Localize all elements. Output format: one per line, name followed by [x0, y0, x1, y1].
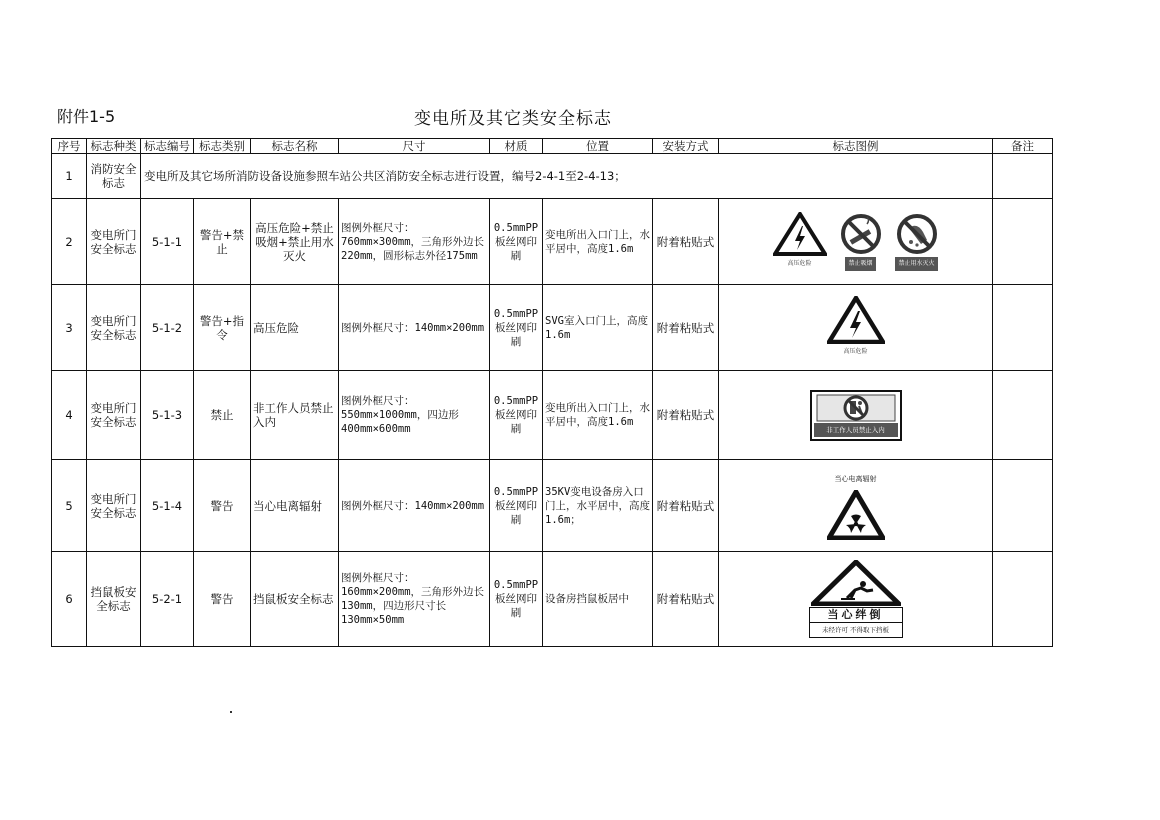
header-category: 标志类别	[194, 139, 251, 154]
cell-no: 4	[52, 371, 87, 460]
header-no: 序号	[52, 139, 87, 154]
cell-material: 0.5mmPP板丝网印刷	[490, 371, 543, 460]
header-position: 位置	[543, 139, 653, 154]
header-material: 材质	[490, 139, 543, 154]
sign-caption: 禁止用水灭火	[895, 257, 937, 271]
cell-code: 5-1-4	[141, 460, 194, 552]
table-row	[52, 154, 1053, 199]
cell-code: 5-2-1	[141, 552, 194, 647]
header-remarks: 备注	[993, 139, 1053, 154]
sign-caption-main: 当心绊倒	[809, 607, 903, 623]
cell-material: 0.5mmPP板丝网印刷	[490, 552, 543, 647]
attachment-label: 附件1-5	[57, 107, 116, 126]
no-unauthorized-entry-icon	[816, 394, 896, 422]
sign-caption: 当心电离辐射	[834, 474, 877, 483]
cell-position: SVG室入口门上，高度1.6m	[543, 285, 653, 371]
cell-install: 附着粘贴式	[653, 199, 719, 285]
cell-code: 5-1-1	[141, 199, 194, 285]
safety-sign-table	[51, 138, 1053, 647]
cell-material: 0.5mmPP板丝网印刷	[490, 199, 543, 285]
cell-kind: 变电所门安全标志	[87, 285, 141, 371]
cell-code: 5-1-2	[141, 285, 194, 371]
high-voltage-warning-icon	[773, 212, 827, 256]
no-smoking-icon	[839, 212, 883, 256]
header-code: 标志编号	[141, 139, 194, 154]
cell-sign-image	[719, 371, 993, 460]
header-row	[52, 139, 1053, 154]
table-row	[52, 285, 1053, 371]
no-water-extinguish-sign	[895, 212, 939, 271]
sign-caption: 高压危险	[787, 260, 812, 267]
cell-position: 变电所出入口门上，水平居中，高度1.6m	[543, 199, 653, 285]
radiation-warning-icon	[827, 490, 885, 540]
scan-speck	[230, 711, 232, 713]
cell-material: 0.5mmPP板丝网印刷	[490, 285, 543, 371]
cell-remarks	[993, 552, 1053, 647]
header-install: 安装方式	[653, 139, 719, 154]
cell-no: 6	[52, 552, 87, 647]
document-title: 变电所及其它类安全标志	[414, 109, 612, 129]
cell-position: 设备房挡鼠板居中	[543, 552, 653, 647]
high-voltage-sign	[827, 296, 885, 359]
cell-sign-image	[719, 199, 993, 285]
cell-no: 2	[52, 199, 87, 285]
cell-install: 附着粘贴式	[653, 371, 719, 460]
cell-name: 挡鼠板安全标志	[251, 552, 339, 647]
cell-size: 图例外框尺寸：140mm×200mm	[339, 285, 490, 371]
cell-remarks	[993, 371, 1053, 460]
cell-position: 变电所出入口门上，水平居中，高度1.6m	[543, 371, 653, 460]
cell-no: 5	[52, 460, 87, 552]
no-water-extinguishing-icon	[895, 212, 939, 256]
sign-caption: 非工作人员禁止入内	[814, 423, 898, 437]
cell-name: 高压危险	[251, 285, 339, 371]
table-row	[52, 199, 1053, 285]
table-row	[52, 460, 1053, 552]
no-smoking-sign	[839, 212, 883, 271]
header-sign-image: 标志图例	[719, 139, 993, 154]
cell-kind: 挡鼠板安全标志	[87, 552, 141, 647]
cell-size: 图例外框尺寸：140mm×200mm	[339, 460, 490, 552]
cell-install: 附着粘贴式	[653, 552, 719, 647]
table-row	[52, 371, 1053, 460]
cell-merged-note: 变电所及其它场所消防设备设施参照车站公共区消防安全标志进行设置，编号2-4-1至2-4-13；	[141, 154, 993, 199]
cell-category: 警告	[194, 552, 251, 647]
cell-kind: 变电所门安全标志	[87, 460, 141, 552]
high-voltage-sign	[773, 212, 827, 271]
ionizing-radiation-sign	[827, 472, 885, 540]
cell-sign-image	[719, 285, 993, 371]
cell-position: 35KV变电设备房入口门上，水平居中，高度1.6m；	[543, 460, 653, 552]
cell-kind: 变电所门安全标志	[87, 371, 141, 460]
cell-install: 附着粘贴式	[653, 285, 719, 371]
cell-size: 图例外框尺寸：160mm×200mm，三角形外边长130mm，四边形尺寸长130mm×50mm	[339, 552, 490, 647]
cell-no: 1	[52, 154, 87, 199]
cell-category: 警告+禁止	[194, 199, 251, 285]
cell-name: 高压危险+禁止吸烟+禁止用水灭火	[251, 199, 339, 285]
sign-caption-sub: 未经许可 不得取下挡板	[809, 623, 903, 638]
cell-size: 图例外框尺寸：550mm×1000mm，四边形400mm×600mm	[339, 371, 490, 460]
cell-no: 3	[52, 285, 87, 371]
cell-remarks	[993, 460, 1053, 552]
cell-code: 5-1-3	[141, 371, 194, 460]
cell-name: 当心电离辐射	[251, 460, 339, 552]
sign-caption: 禁止吸烟	[845, 257, 875, 271]
cell-install: 附着粘贴式	[653, 460, 719, 552]
table-row	[52, 552, 1053, 647]
cell-size: 图例外框尺寸：760mm×300mm，三角形外边长220mm，圆形标志外径175mm	[339, 199, 490, 285]
cell-sign-image	[719, 552, 993, 647]
cell-remarks	[993, 285, 1053, 371]
header-kind: 标志种类	[87, 139, 141, 154]
cell-category: 禁止	[194, 371, 251, 460]
cell-sign-image	[719, 460, 993, 552]
cell-category: 警告+指令	[194, 285, 251, 371]
high-voltage-warning-icon	[827, 296, 885, 344]
cell-kind: 消防安全标志	[87, 154, 141, 199]
cell-name: 非工作人员禁止入内	[251, 371, 339, 460]
cell-kind: 变电所门安全标志	[87, 199, 141, 285]
no-entry-sign	[810, 390, 902, 441]
header-size: 尺寸	[339, 139, 490, 154]
header-name: 标志名称	[251, 139, 339, 154]
cell-remarks	[993, 199, 1053, 285]
cell-remarks	[993, 154, 1053, 199]
trip-hazard-sign	[808, 560, 904, 638]
cell-material: 0.5mmPP板丝网印刷	[490, 460, 543, 552]
trip-warning-icon	[811, 560, 901, 606]
sign-caption: 高压危险	[843, 348, 868, 355]
cell-category: 警告	[194, 460, 251, 552]
